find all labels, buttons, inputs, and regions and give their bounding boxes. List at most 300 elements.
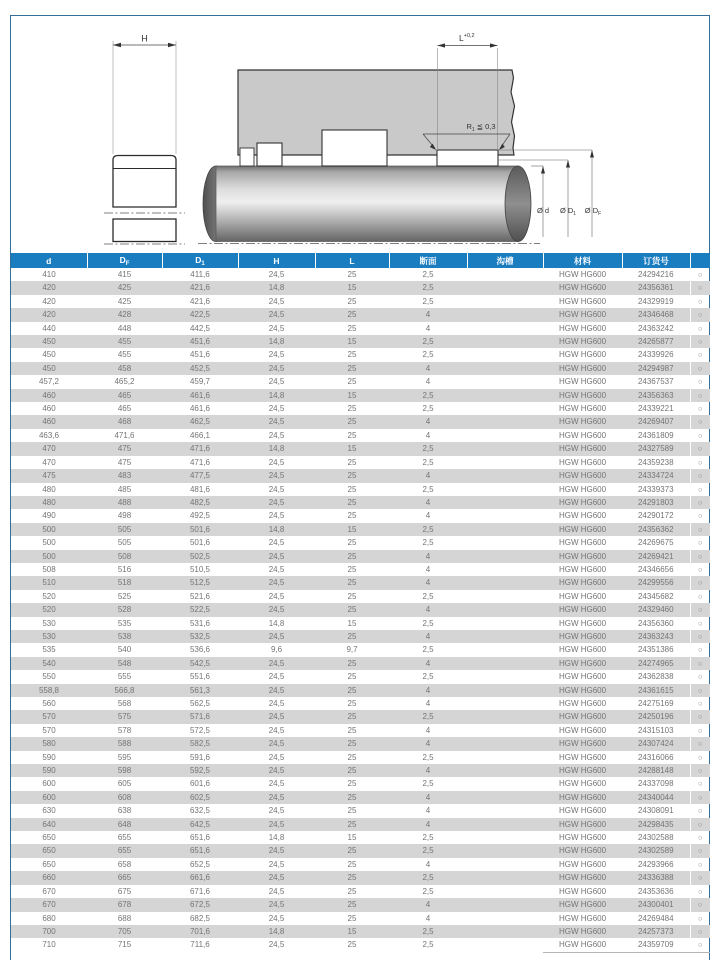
cell-h: 24,5 <box>268 538 285 548</box>
cell-order: 24361809 <box>637 430 674 440</box>
cell-groove <box>467 429 543 442</box>
cell-df: 655 <box>117 833 132 843</box>
cell-df: 475 <box>117 457 132 467</box>
cell-section: 4 <box>425 377 431 387</box>
table-row <box>11 496 710 509</box>
cell-section: 2,5 <box>422 591 434 601</box>
cell-order: 24302588 <box>637 833 674 843</box>
table-row <box>11 322 710 335</box>
cell-section: 2,5 <box>422 886 434 896</box>
availability-circle-icon: ○ <box>690 456 710 469</box>
cell-section: 2,5 <box>422 538 434 548</box>
cell-d1: 572,5 <box>189 725 211 735</box>
cell-order: 24265877 <box>622 335 690 348</box>
cell-d: 460 <box>11 389 87 402</box>
table-row <box>11 281 710 294</box>
cell-material: HGW HG600 <box>543 630 622 643</box>
cell-d1: 510,5 <box>189 564 211 574</box>
cell-d1: 451,6 <box>162 335 238 348</box>
cell-l: 9,7 <box>346 645 358 655</box>
cell-l: 25 <box>347 296 357 306</box>
availability-circle-icon: ○ <box>690 389 710 402</box>
cell-d1: 652,5 <box>189 859 211 869</box>
cell-h: 24,5 <box>238 496 315 509</box>
cell-d: 457,2 <box>38 377 60 387</box>
table-row <box>11 523 710 536</box>
table-row <box>11 885 710 898</box>
cell-order: 24339373 <box>637 484 674 494</box>
cell-material: HGW HG600 <box>543 898 622 911</box>
cell-df: 485 <box>117 484 132 494</box>
column-header-section: 断面 <box>389 253 467 268</box>
cell-l: 25 <box>315 791 389 804</box>
cell-h: 24,5 <box>268 564 285 574</box>
cell-df: 688 <box>117 913 132 923</box>
availability-circle-icon: ○ <box>690 429 710 442</box>
cell-l: 25 <box>347 350 357 360</box>
cell-d1: 421,6 <box>189 296 211 306</box>
cell-h: 24,5 <box>268 323 285 333</box>
cell-order: 24316066 <box>637 752 674 762</box>
cell-order: 24274965 <box>622 657 690 670</box>
cell-groove <box>467 509 543 522</box>
cell-order: 24363243 <box>622 630 690 643</box>
cell-d1: 481,6 <box>189 484 211 494</box>
cell-df: 425 <box>117 296 132 306</box>
cell-df: 488 <box>87 496 162 509</box>
cell-section: 2,5 <box>422 270 434 279</box>
cell-l: 25 <box>315 764 389 777</box>
availability-circle-icon: ○ <box>690 415 710 428</box>
cell-order: 24339221 <box>637 404 674 414</box>
cell-d: 470 <box>11 442 87 455</box>
cell-d: 570 <box>42 725 56 735</box>
cell-material: HGW HG600 <box>558 672 607 682</box>
cell-order: 24257373 <box>622 925 690 938</box>
cell-d1: 532,5 <box>162 630 238 643</box>
cell-h: 14,8 <box>268 833 285 843</box>
cell-h: 14,8 <box>238 281 315 294</box>
cell-h: 9,6 <box>270 645 283 655</box>
cell-d1: 651,6 <box>162 844 238 857</box>
cell-l: 25 <box>347 323 357 333</box>
table-row <box>11 925 710 938</box>
column-header-order: 订货号 <box>622 253 690 268</box>
technical-drawing <box>0 0 720 252</box>
cell-l: 25 <box>347 672 357 682</box>
cell-groove <box>467 389 543 402</box>
cell-l: 25 <box>315 576 389 589</box>
cell-section: 2,5 <box>389 710 467 723</box>
cell-order: 24340044 <box>622 791 690 804</box>
cell-material: HGW HG600 <box>558 645 607 655</box>
radius-note: $R_1$ ≦ 0,3 <box>466 122 496 133</box>
table-row <box>11 576 710 589</box>
cell-groove <box>467 804 543 817</box>
cell-l: 15 <box>315 389 389 402</box>
cell-d1: 451,6 <box>189 350 211 360</box>
cell-d: 460 <box>11 415 87 428</box>
cell-material: HGW HG600 <box>558 591 607 601</box>
arrowhead-icon <box>490 43 498 47</box>
cell-df: 638 <box>117 806 132 816</box>
cell-d1: 642,5 <box>162 818 238 831</box>
cell-h: 24,5 <box>238 550 315 563</box>
cell-material: HGW HG600 <box>543 710 622 723</box>
cell-material: HGW HG600 <box>543 818 622 831</box>
cell-h: 24,5 <box>238 630 315 643</box>
cell-material: HGW HG600 <box>543 925 622 938</box>
cell-material: HGW HG600 <box>558 484 607 494</box>
cell-order: 24299556 <box>622 576 690 589</box>
cell-df: 715 <box>117 940 132 950</box>
cell-groove <box>467 496 543 509</box>
cell-section: 4 <box>425 430 431 440</box>
cell-order: 24293966 <box>637 859 674 869</box>
cell-l: 15 <box>315 335 389 348</box>
cell-groove <box>467 657 543 670</box>
seal-ring-mirror <box>113 219 176 242</box>
cell-d: 420 <box>11 281 87 294</box>
cell-groove <box>467 362 543 375</box>
cell-df: 665 <box>87 871 162 884</box>
cell-l: 25 <box>315 684 389 697</box>
dia-df-label: Ø $D_F$ <box>584 206 602 217</box>
cell-d1: 592,5 <box>162 764 238 777</box>
cell-material: HGW HG600 <box>543 281 622 294</box>
table-row <box>11 912 710 925</box>
cell-d: 670 <box>11 898 87 911</box>
cell-h: 24,5 <box>238 737 315 750</box>
cell-material: HGW HG600 <box>558 350 607 360</box>
cell-order: 24307424 <box>622 737 690 750</box>
cell-h: 14,8 <box>268 618 285 628</box>
table-row <box>11 402 710 415</box>
cell-d1: 461,6 <box>189 404 211 414</box>
table-bottom-rule <box>543 952 710 953</box>
availability-circle-icon: ○ <box>690 603 710 616</box>
availability-circle-icon: ○ <box>690 375 710 388</box>
cell-material: HGW HG600 <box>543 469 622 482</box>
column-header-material: 材料 <box>543 253 622 268</box>
availability-circle-icon: ○ <box>690 617 710 630</box>
cell-material: HGW HG600 <box>558 752 607 762</box>
cell-h: 24,5 <box>268 591 285 601</box>
cell-d1: 459,7 <box>189 377 211 387</box>
cell-h: 24,5 <box>268 779 285 789</box>
cell-df: 658 <box>117 859 132 869</box>
cell-h: 14,8 <box>238 523 315 536</box>
cell-order: 24250196 <box>622 710 690 723</box>
cell-df: 465,2 <box>114 377 135 387</box>
cell-section: 4 <box>425 806 431 816</box>
availability-circle-icon: ○ <box>690 657 710 670</box>
availability-circle-icon: ○ <box>690 295 710 308</box>
table-row <box>11 590 710 603</box>
cell-d: 480 <box>42 484 56 494</box>
cell-order: 24269675 <box>637 538 674 548</box>
cell-d1: 651,6 <box>189 833 211 843</box>
cell-d: 580 <box>11 737 87 750</box>
cell-order: 24359238 <box>637 457 674 467</box>
cell-order: 24345682 <box>637 591 674 601</box>
cell-material: HGW HG600 <box>558 377 607 387</box>
cell-material: HGW HG600 <box>543 844 622 857</box>
cell-l: 25 <box>347 779 357 789</box>
cell-order: 24361615 <box>622 684 690 697</box>
cell-df: 525 <box>117 591 132 601</box>
availability-circle-icon: ○ <box>690 818 710 831</box>
availability-circle-icon: ○ <box>690 483 710 496</box>
cell-df: 568 <box>117 699 132 708</box>
side-profile-view <box>104 34 185 245</box>
cell-df: 518 <box>87 576 162 589</box>
table-row <box>11 295 710 308</box>
cell-material: HGW HG600 <box>543 308 622 321</box>
cell-d1: 466,1 <box>189 430 211 440</box>
cell-section: 4 <box>425 323 431 333</box>
table-row <box>11 684 710 697</box>
table-row <box>11 389 710 402</box>
cell-d1: 602,5 <box>162 791 238 804</box>
table-row <box>11 844 710 857</box>
cell-section: 2,5 <box>389 389 467 402</box>
cell-groove <box>467 590 543 603</box>
cell-d: 490 <box>42 511 56 521</box>
cell-groove <box>467 402 543 415</box>
cell-material: HGW HG600 <box>543 603 622 616</box>
cell-h: 24,5 <box>238 764 315 777</box>
table-row <box>11 415 710 428</box>
cell-h: 24,5 <box>268 672 285 682</box>
column-header-groove: 沟槽 <box>467 253 543 268</box>
cell-l: 25 <box>347 886 357 896</box>
cell-d: 480 <box>11 496 87 509</box>
cell-material: HGW HG600 <box>558 940 607 950</box>
cell-d: 630 <box>42 806 56 816</box>
cell-d: 640 <box>11 818 87 831</box>
cell-df: 475 <box>87 442 162 455</box>
availability-circle-icon: ○ <box>690 536 710 549</box>
availability-circle-icon: ○ <box>690 764 710 777</box>
cell-d1: 512,5 <box>162 576 238 589</box>
cell-groove <box>467 710 543 723</box>
cell-l: 25 <box>347 859 357 869</box>
cell-h: 14,8 <box>238 925 315 938</box>
cell-material: HGW HG600 <box>558 270 607 279</box>
cell-material: HGW HG600 <box>543 415 622 428</box>
cell-groove <box>467 308 543 321</box>
shaft-right-cap <box>505 166 531 242</box>
cell-d: 535 <box>42 645 56 655</box>
cell-d: 450 <box>42 350 56 360</box>
cell-order: 24327589 <box>622 442 690 455</box>
cell-groove <box>467 844 543 857</box>
cell-h: 24,5 <box>238 657 315 670</box>
cell-order: 24356363 <box>622 389 690 402</box>
arrowhead-icon <box>438 43 446 47</box>
cell-section: 2,5 <box>389 871 467 884</box>
cell-d1: 711,6 <box>190 940 210 950</box>
table-row <box>11 858 710 871</box>
cell-df: 528 <box>87 603 162 616</box>
cell-order: 24353636 <box>637 886 674 896</box>
cell-groove <box>467 550 543 563</box>
cell-l: 25 <box>315 415 389 428</box>
cell-l: 25 <box>347 752 357 762</box>
cell-h: 24,5 <box>238 871 315 884</box>
availability-circle-icon: ○ <box>690 362 710 375</box>
cell-order: 24288148 <box>622 764 690 777</box>
cell-h: 24,5 <box>268 725 285 735</box>
cell-d1: 561,3 <box>162 684 238 697</box>
cell-order: 24346468 <box>622 308 690 321</box>
table-row <box>11 348 710 361</box>
cell-h: 24,5 <box>268 752 285 762</box>
cell-df: 605 <box>117 779 132 789</box>
table-row <box>11 456 710 469</box>
cell-order: 24363242 <box>637 323 674 333</box>
cell-d: 590 <box>11 764 87 777</box>
cell-df: 498 <box>117 511 132 521</box>
cell-df: 465 <box>87 389 162 402</box>
cell-groove <box>467 697 543 710</box>
cell-d1: 477,5 <box>162 469 238 482</box>
cell-d: 600 <box>11 791 87 804</box>
cell-h: 24,5 <box>238 362 315 375</box>
column-header-d1: $D_1$ <box>162 253 238 268</box>
availability-circle-icon: ○ <box>690 576 710 589</box>
cell-l: 25 <box>315 603 389 616</box>
cell-d: 700 <box>11 925 87 938</box>
cell-order: 24351386 <box>637 645 674 655</box>
cell-material: HGW HG600 <box>543 523 622 536</box>
cell-material: HGW HG600 <box>558 779 607 789</box>
cell-material: HGW HG600 <box>558 725 607 735</box>
availability-circle-icon: ○ <box>690 831 710 844</box>
cell-material: HGW HG600 <box>543 389 622 402</box>
cell-material: HGW HG600 <box>543 442 622 455</box>
cell-material: HGW HG600 <box>543 871 622 884</box>
cell-section: 4 <box>425 859 431 869</box>
cell-l: 25 <box>347 270 357 279</box>
cell-order: 24294216 <box>637 270 674 279</box>
cell-section: 4 <box>389 362 467 375</box>
cell-d1: 462,5 <box>162 415 238 428</box>
cell-material: HGW HG600 <box>558 618 607 628</box>
cell-df: 538 <box>87 630 162 643</box>
table-row <box>11 268 710 281</box>
cell-l: 25 <box>315 737 389 750</box>
cell-l: 15 <box>315 281 389 294</box>
cell-material: HGW HG600 <box>543 657 622 670</box>
table-row <box>11 737 710 750</box>
cell-section: 4 <box>389 576 467 589</box>
cell-section: 4 <box>389 308 467 321</box>
cell-d: 570 <box>11 710 87 723</box>
cell-section: 4 <box>425 511 431 521</box>
cell-section: 4 <box>389 737 467 750</box>
cell-d: 520 <box>42 591 56 601</box>
availability-circle-icon: ○ <box>690 442 710 455</box>
cell-d: 463,6 <box>38 430 60 440</box>
cell-section: 4 <box>389 657 467 670</box>
cell-section: 4 <box>389 550 467 563</box>
cell-h: 24,5 <box>238 791 315 804</box>
table-row <box>11 898 710 911</box>
cell-material: HGW HG600 <box>543 362 622 375</box>
cell-material: HGW HG600 <box>558 886 607 896</box>
cell-groove <box>467 442 543 455</box>
cell-material: HGW HG600 <box>558 430 607 440</box>
cell-df: 428 <box>87 308 162 321</box>
cell-d1: 521,6 <box>189 591 211 601</box>
cell-d1: 701,6 <box>162 925 238 938</box>
cell-h: 14,8 <box>238 335 315 348</box>
cell-df: 655 <box>87 844 162 857</box>
cell-l: 25 <box>347 940 357 950</box>
cell-h: 24,5 <box>238 898 315 911</box>
cell-df: 465 <box>117 404 132 414</box>
cell-section: 2,5 <box>422 940 434 950</box>
cell-l: 25 <box>315 496 389 509</box>
dim-L-label: $L^{+0,2}$ <box>459 33 475 43</box>
cell-section: 4 <box>389 684 467 697</box>
cell-df: 468 <box>87 415 162 428</box>
column-header-h: H <box>238 253 315 268</box>
cell-groove <box>467 643 543 656</box>
cell-groove <box>467 831 543 844</box>
cell-order: 24269484 <box>637 913 674 923</box>
table-row <box>11 563 710 576</box>
cell-h: 24,5 <box>268 296 285 306</box>
cell-df: 448 <box>117 323 132 333</box>
cell-df: 588 <box>87 737 162 750</box>
cell-groove <box>467 912 543 925</box>
cell-l: 25 <box>347 484 357 494</box>
cell-material: HGW HG600 <box>543 496 622 509</box>
cell-df: 678 <box>87 898 162 911</box>
cell-groove <box>467 670 543 683</box>
cell-d: 530 <box>42 618 56 628</box>
cell-section: 2,5 <box>422 404 434 414</box>
availability-circle-icon: ○ <box>690 871 710 884</box>
cell-h: 24,5 <box>238 415 315 428</box>
cell-d: 500 <box>42 538 56 548</box>
arrowhead-icon <box>113 43 121 47</box>
cell-groove <box>467 536 543 549</box>
cell-d: 475 <box>11 469 87 482</box>
cell-l: 25 <box>347 404 357 414</box>
size-table-wrap <box>11 253 710 952</box>
table-row <box>11 764 710 777</box>
cell-order: 24356362 <box>622 523 690 536</box>
cell-l: 25 <box>315 550 389 563</box>
cell-groove <box>467 268 543 281</box>
cell-d: 460 <box>42 404 56 414</box>
cell-section: 2,5 <box>422 618 434 628</box>
availability-circle-icon: ○ <box>690 697 710 710</box>
cell-d1: 501,6 <box>189 538 211 548</box>
cell-d1: 461,6 <box>162 389 238 402</box>
cell-section: 4 <box>389 469 467 482</box>
cell-order: 24334724 <box>622 469 690 482</box>
cell-material: HGW HG600 <box>543 576 622 589</box>
cell-order: 24294987 <box>622 362 690 375</box>
cell-groove <box>467 523 543 536</box>
cell-d1: 542,5 <box>162 657 238 670</box>
guide-ring-groove <box>437 150 498 166</box>
